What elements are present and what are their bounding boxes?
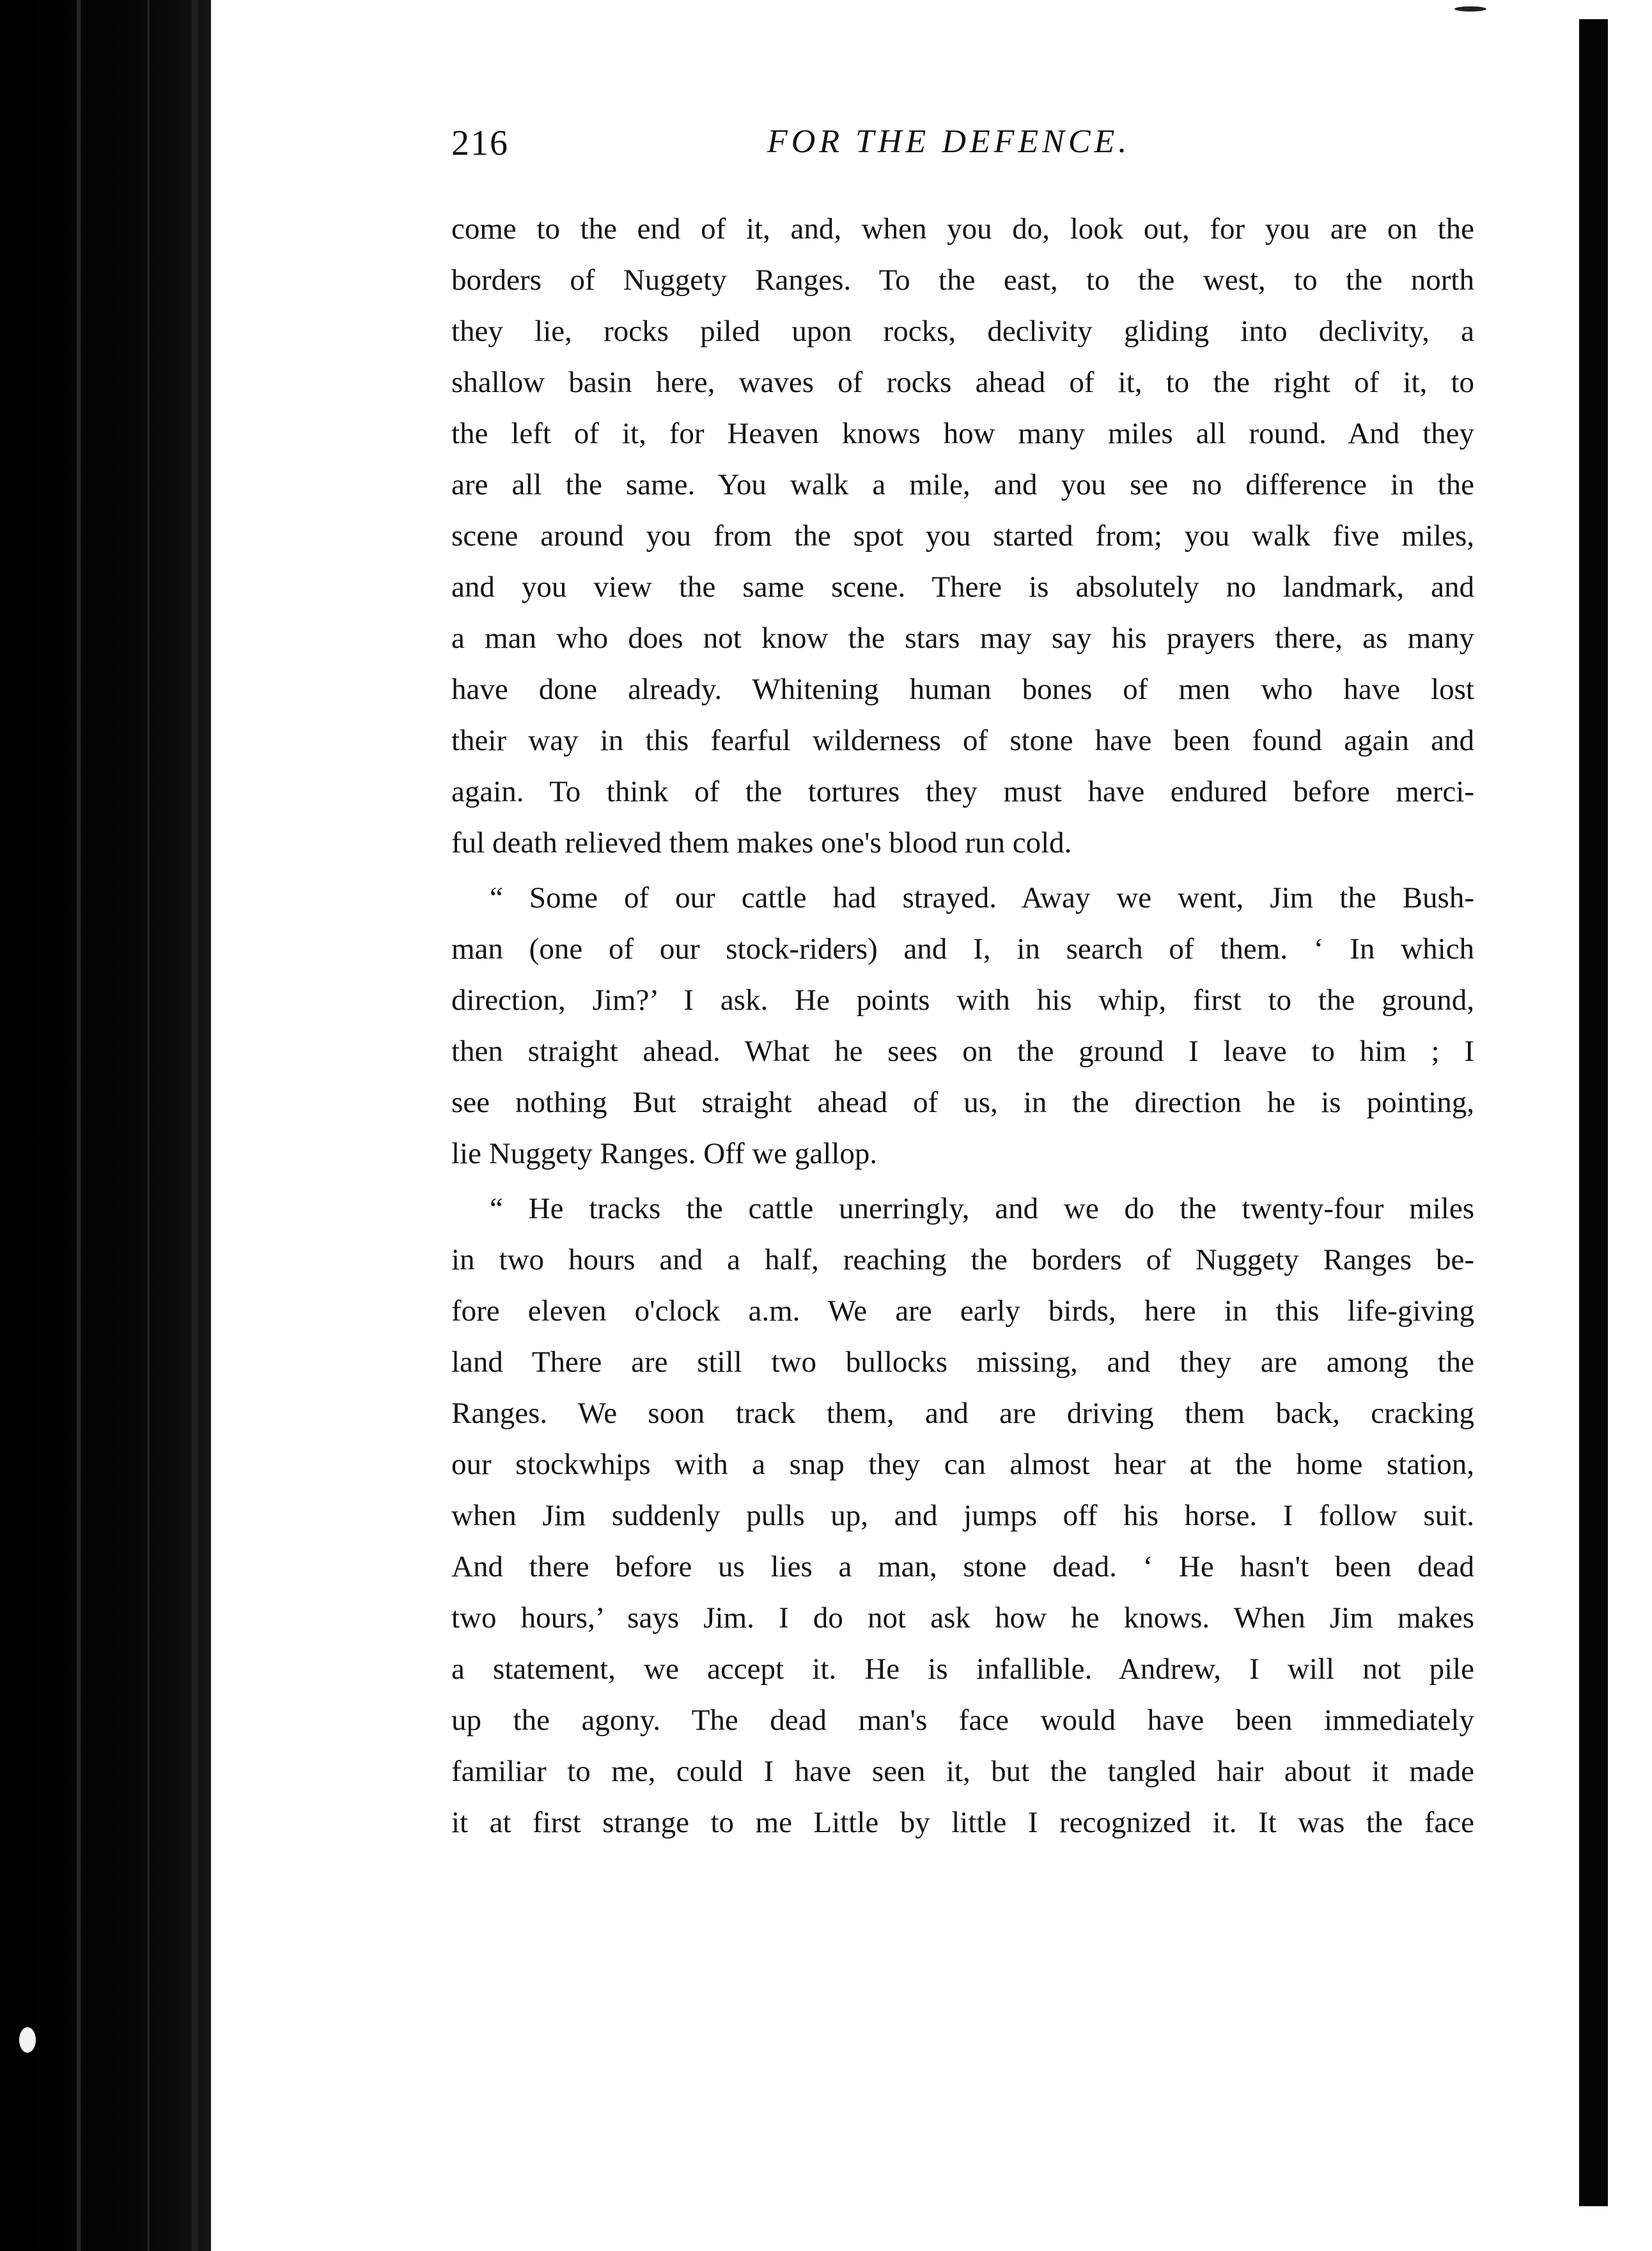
- text-line: again. To think of the tortures they must have endured before merci-: [451, 775, 1474, 808]
- text-line: “ He tracks the cattle unerringly, and we do the twenty-four miles: [490, 1192, 1474, 1225]
- text-line: then straight ahead. What he sees on the ground I leave to him ; I: [451, 1035, 1474, 1068]
- text-line: fore eleven o'clock a.m. We are early birds, here in this life-giving: [451, 1294, 1474, 1328]
- paragraph-3: [451, 1183, 1474, 1848]
- text-line: Ranges. We soon track them, and are driving them back, cracking: [451, 1397, 1474, 1430]
- text-line: And there before us lies a man, stone dead. ‘ He hasn't been dead: [451, 1550, 1474, 1583]
- text-line: their way in this fearful wilderness of stone have been found again and: [451, 724, 1474, 757]
- text-line: when Jim suddenly pulls up, and jumps off his horse. I follow suit.: [451, 1499, 1474, 1532]
- text-line: have done already. Whitening human bones of men who have lost: [451, 673, 1474, 706]
- text-line: lie Nuggety Ranges. Off we gallop.: [451, 1137, 878, 1170]
- text-line: up the agony. The dead man's face would have been immediately: [451, 1704, 1474, 1737]
- text-line: “ Some of our cattle had strayed. Away we went, Jim the Bush-: [490, 881, 1474, 914]
- spine-streak: [192, 0, 198, 2251]
- text-line: direction, Jim?’ I ask. He points with his whip, first to the ground,: [451, 984, 1474, 1017]
- scan-speck: [19, 2027, 36, 2053]
- text-line: they lie, rocks piled upon rocks, declivity gliding into declivity, a: [451, 315, 1474, 348]
- text-line: are all the same. You walk a mile, and you see no difference in the: [451, 468, 1474, 501]
- page-number: 216: [451, 123, 509, 163]
- paragraph-2: [451, 872, 1474, 1179]
- text-line: our stockwhips with a snap they can almost hear at the home station,: [451, 1448, 1474, 1481]
- text-line: shallow basin here, waves of rocks ahead of it, to the right of it, to: [451, 366, 1474, 399]
- text-line: ful death relieved them makes one's blood run cold.: [451, 826, 1072, 859]
- text-line: come to the end of it, and, when you do, look out, for you are on the: [451, 212, 1474, 246]
- text-line: scene around you from the spot you started from; you walk five miles,: [451, 519, 1474, 553]
- text-line: the left of it, for Heaven knows how many miles all round. And they: [451, 417, 1474, 450]
- text-line: man (one of our stock-riders) and I, in search of them. ‘ In which: [451, 932, 1474, 966]
- text-line: two hours,’ says Jim. I do not ask how he knows. When Jim makes: [451, 1601, 1474, 1635]
- text-line: see nothing But straight ahead of us, in the direction he is pointing,: [451, 1086, 1474, 1119]
- paragraph-1: [451, 203, 1474, 868]
- text-line: borders of Nuggety Ranges. To the east, to the west, to the north: [451, 263, 1474, 297]
- text-line: a man who does not know the stars may say his prayers there, as many: [451, 622, 1474, 655]
- text-line: in two hours and a half, reaching the borders of Nuggety Ranges be-: [451, 1243, 1474, 1276]
- right-margin: [1608, 0, 1652, 2251]
- spine-streak: [77, 0, 81, 2251]
- book-spine: [0, 0, 211, 2251]
- scan-speck: [1454, 6, 1486, 12]
- text-line: it at first strange to me Little by little I recognized it. It was the face: [451, 1806, 1474, 1839]
- body-text: [451, 203, 1474, 1848]
- text-line: a statement, we accept it. He is infallible. Andrew, I will not pile: [451, 1652, 1474, 1686]
- text-line: familiar to me, could I have seen it, but the tangled hair about it made: [451, 1755, 1474, 1788]
- spine-streak: [147, 0, 150, 2251]
- page-edge: [1579, 19, 1608, 2206]
- text-line: and you view the same scene. There is absolutely no landmark, and: [451, 570, 1474, 604]
- text-line: land There are still two bullocks missing, and they are among the: [451, 1345, 1474, 1379]
- running-title: FOR THE DEFENCE.: [767, 123, 1131, 160]
